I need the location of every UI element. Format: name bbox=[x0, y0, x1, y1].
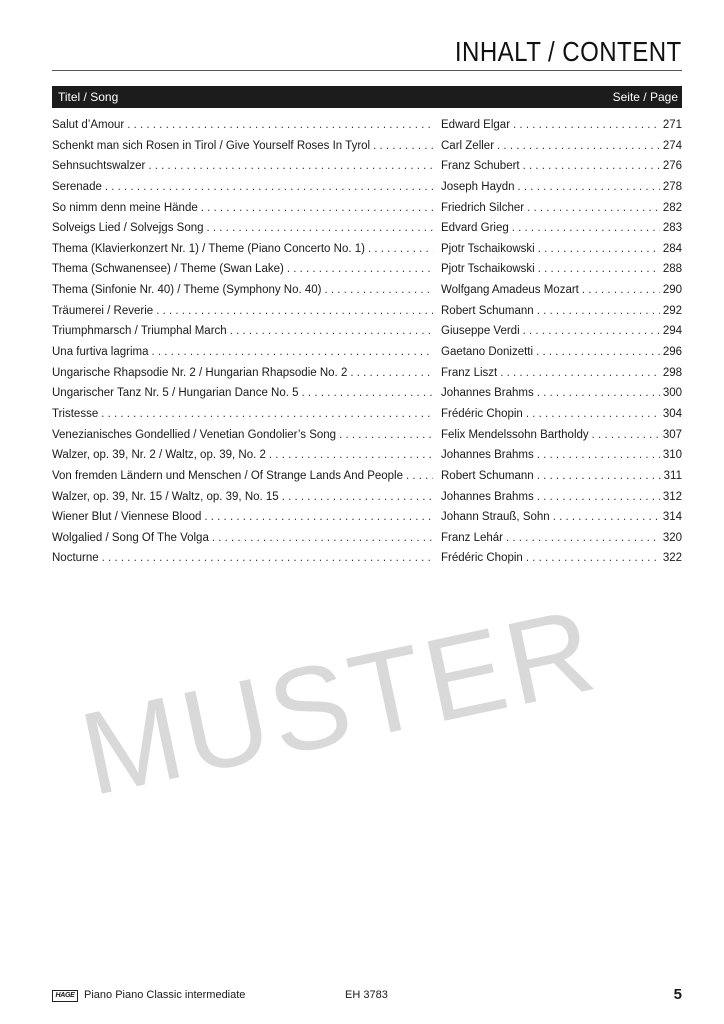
leader-dots bbox=[537, 487, 660, 508]
page-ref: 300 bbox=[662, 387, 682, 400]
leader-dots bbox=[518, 177, 660, 198]
song-title-cell bbox=[52, 321, 433, 342]
song-title-cell bbox=[52, 528, 433, 549]
song-title-cell bbox=[52, 301, 433, 322]
composer-name: Edward Elgar bbox=[441, 115, 513, 136]
edition-number: EH 3783 bbox=[345, 989, 388, 1001]
song-title-cell bbox=[52, 342, 433, 363]
song-title: Solveigs Lied / Solvejgs Song bbox=[52, 218, 207, 239]
toc-row bbox=[52, 280, 682, 301]
composer-cell bbox=[441, 425, 682, 446]
leader-dots bbox=[212, 528, 433, 549]
composer-name: Frédéric Chopin bbox=[441, 548, 526, 569]
leader-dots bbox=[105, 177, 433, 198]
leader-dots bbox=[527, 198, 660, 219]
composer-name: Giuseppe Verdi bbox=[441, 321, 523, 342]
song-title-cell bbox=[52, 198, 433, 219]
leader-dots bbox=[156, 301, 433, 322]
composer-cell bbox=[441, 280, 682, 301]
song-title-cell bbox=[52, 177, 433, 198]
leader-dots bbox=[538, 259, 660, 280]
page-ref: 282 bbox=[662, 201, 682, 214]
song-title-cell bbox=[52, 548, 433, 569]
leader-dots bbox=[325, 280, 433, 301]
song-title: Venezianisches Gondellied / Venetian Gondolier’s Song bbox=[52, 425, 339, 446]
toc-row bbox=[52, 301, 682, 322]
song-title-cell bbox=[52, 280, 433, 301]
page-number: 5 bbox=[673, 986, 682, 1003]
song-title: Schenkt man sich Rosen in Tirol / Give Yourself Roses In Tyrol bbox=[52, 136, 373, 157]
composer-cell bbox=[441, 548, 682, 569]
song-title-cell bbox=[52, 239, 433, 260]
composer-cell bbox=[441, 177, 682, 198]
song-title: Thema (Schwanensee) / Theme (Swan Lake) bbox=[52, 259, 287, 280]
toc-row bbox=[52, 321, 682, 342]
toc-row bbox=[52, 487, 682, 508]
composer-name: Frédéric Chopin bbox=[441, 404, 526, 425]
song-title: Serenade bbox=[52, 177, 105, 198]
leader-dots bbox=[497, 136, 660, 157]
leader-dots bbox=[339, 425, 433, 446]
leader-dots bbox=[350, 363, 433, 384]
column-header-title: Titel / Song bbox=[58, 90, 119, 104]
leader-dots bbox=[553, 507, 660, 528]
song-title-cell bbox=[52, 466, 433, 487]
leader-dots bbox=[538, 239, 660, 260]
composer-name: Friedrich Silcher bbox=[441, 198, 527, 219]
page-ref: 296 bbox=[662, 346, 682, 359]
toc-row bbox=[52, 218, 682, 239]
composer-cell bbox=[441, 487, 682, 508]
leader-dots bbox=[287, 259, 433, 280]
leader-dots bbox=[592, 425, 660, 446]
toc-row bbox=[52, 445, 682, 466]
toc-row bbox=[52, 466, 682, 487]
leader-dots bbox=[582, 280, 660, 301]
page-title: INHALT / CONTENT bbox=[455, 36, 682, 67]
song-title-cell bbox=[52, 383, 433, 404]
song-title-cell bbox=[52, 445, 433, 466]
toc-row bbox=[52, 239, 682, 260]
publisher-logo: HAGE bbox=[52, 990, 78, 1002]
composer-name: Pjotr Tschaikowski bbox=[441, 239, 538, 260]
composer-cell bbox=[441, 342, 682, 363]
song-title-cell bbox=[52, 487, 433, 508]
leader-dots bbox=[406, 466, 433, 487]
page-ref: 304 bbox=[662, 407, 682, 420]
composer-name: Franz Lehár bbox=[441, 528, 506, 549]
page-ref: 310 bbox=[662, 449, 682, 462]
leader-dots bbox=[513, 115, 660, 136]
composer-name: Johann Strauß, Sohn bbox=[441, 507, 553, 528]
composer-cell bbox=[441, 466, 682, 487]
leader-dots bbox=[101, 404, 433, 425]
composer-cell bbox=[441, 445, 682, 466]
leader-dots bbox=[512, 218, 660, 239]
page-ref: 298 bbox=[662, 366, 682, 379]
song-title: Tristesse bbox=[52, 404, 101, 425]
composer-cell bbox=[441, 301, 682, 322]
page-ref: 278 bbox=[662, 180, 682, 193]
column-header-page: Seite / Page bbox=[612, 90, 678, 104]
song-title-cell bbox=[52, 156, 433, 177]
composer-cell bbox=[441, 239, 682, 260]
composer-cell bbox=[441, 404, 682, 425]
page-ref: 307 bbox=[662, 428, 682, 441]
page-ref: 284 bbox=[662, 242, 682, 255]
composer-cell bbox=[441, 259, 682, 280]
composer-cell bbox=[441, 218, 682, 239]
leader-dots bbox=[536, 342, 660, 363]
toc-row bbox=[52, 198, 682, 219]
toc-row bbox=[52, 425, 682, 446]
song-title: Nocturne bbox=[52, 548, 102, 569]
composer-cell bbox=[441, 507, 682, 528]
leader-dots bbox=[500, 363, 660, 384]
composer-cell bbox=[441, 198, 682, 219]
leader-dots bbox=[201, 198, 433, 219]
leader-dots bbox=[230, 321, 433, 342]
page-ref: 283 bbox=[662, 222, 682, 235]
leader-dots bbox=[526, 548, 660, 569]
song-title: Salut d’Amour bbox=[52, 115, 127, 136]
song-title-cell bbox=[52, 136, 433, 157]
page-ref: 290 bbox=[662, 284, 682, 297]
composer-cell bbox=[441, 383, 682, 404]
watermark: MUSTER bbox=[70, 583, 609, 822]
leader-dots bbox=[523, 156, 660, 177]
toc-row bbox=[52, 342, 682, 363]
song-title-cell bbox=[52, 218, 433, 239]
toc-row bbox=[52, 115, 682, 136]
composer-cell bbox=[441, 136, 682, 157]
page-ref: 314 bbox=[662, 511, 682, 524]
toc-row bbox=[52, 383, 682, 404]
toc-row bbox=[52, 363, 682, 384]
page-ref: 312 bbox=[662, 490, 682, 503]
leader-dots bbox=[537, 301, 660, 322]
leader-dots bbox=[207, 218, 433, 239]
composer-cell bbox=[441, 528, 682, 549]
composer-name: Gaetano Donizetti bbox=[441, 342, 536, 363]
toc-row bbox=[52, 404, 682, 425]
leader-dots bbox=[269, 445, 433, 466]
leader-dots bbox=[526, 404, 660, 425]
leader-dots bbox=[102, 548, 433, 569]
page-ref: 292 bbox=[662, 304, 682, 317]
composer-name: Edvard Grieg bbox=[441, 218, 512, 239]
composer-name: Wolfgang Amadeus Mozart bbox=[441, 280, 582, 301]
composer-name: Robert Schumann bbox=[441, 301, 537, 322]
song-title: Walzer, op. 39, Nr. 15 / Waltz, op. 39, No. 15 bbox=[52, 487, 282, 508]
contents-list bbox=[52, 115, 682, 569]
leader-dots bbox=[127, 115, 433, 136]
song-title: Triumphmarsch / Triumphal March bbox=[52, 321, 230, 342]
leader-dots bbox=[368, 239, 433, 260]
song-title: So nimm denn meine Hände bbox=[52, 198, 201, 219]
toc-row bbox=[52, 177, 682, 198]
composer-cell bbox=[441, 115, 682, 136]
toc-row bbox=[52, 548, 682, 569]
song-title: Thema (Sinfonie Nr. 40) / Theme (Symphony No. 40) bbox=[52, 280, 325, 301]
composer-name: Johannes Brahms bbox=[441, 487, 537, 508]
song-title-cell bbox=[52, 259, 433, 280]
composer-cell bbox=[441, 156, 682, 177]
song-title: Thema (Klavierkonzert Nr. 1) / Theme (Piano Concerto No. 1) bbox=[52, 239, 368, 260]
page-ref: 288 bbox=[662, 263, 682, 276]
composer-name: Felix Mendelssohn Bartholdy bbox=[441, 425, 592, 446]
page-ref: 311 bbox=[663, 469, 682, 482]
composer-name: Franz Liszt bbox=[441, 363, 500, 384]
leader-dots bbox=[204, 507, 433, 528]
series-title: Piano Piano Classic intermediate bbox=[84, 989, 246, 1001]
page-ref: 322 bbox=[662, 552, 682, 565]
song-title-cell bbox=[52, 507, 433, 528]
leader-dots bbox=[148, 156, 433, 177]
page-ref: 274 bbox=[662, 139, 682, 152]
song-title: Una furtiva lagrima bbox=[52, 342, 152, 363]
song-title-cell bbox=[52, 115, 433, 136]
song-title-cell bbox=[52, 404, 433, 425]
composer-name: Joseph Haydn bbox=[441, 177, 518, 198]
composer-cell bbox=[441, 363, 682, 384]
table-header bbox=[52, 86, 682, 108]
composer-name: Johannes Brahms bbox=[441, 445, 537, 466]
song-title: Wiener Blut / Viennese Blood bbox=[52, 507, 204, 528]
composer-name: Carl Zeller bbox=[441, 136, 497, 157]
leader-dots bbox=[282, 487, 433, 508]
toc-row bbox=[52, 528, 682, 549]
leader-dots bbox=[152, 342, 433, 363]
toc-row bbox=[52, 507, 682, 528]
toc-row bbox=[52, 259, 682, 280]
toc-row bbox=[52, 156, 682, 177]
leader-dots bbox=[506, 528, 660, 549]
song-title: Ungarische Rhapsodie Nr. 2 / Hungarian Rhapsodie No. 2 bbox=[52, 363, 350, 384]
leader-dots bbox=[373, 136, 433, 157]
leader-dots bbox=[302, 383, 433, 404]
song-title: Träumerei / Reverie bbox=[52, 301, 156, 322]
composer-name: Johannes Brahms bbox=[441, 383, 537, 404]
song-title-cell bbox=[52, 425, 433, 446]
leader-dots bbox=[537, 383, 660, 404]
composer-name: Pjotr Tschaikowski bbox=[441, 259, 538, 280]
page-ref: 276 bbox=[662, 160, 682, 173]
song-title: Von fremden Ländern und Menschen / Of Strange Lands And People bbox=[52, 466, 406, 487]
title-rule bbox=[52, 70, 682, 71]
composer-name: Robert Schumann bbox=[441, 466, 537, 487]
composer-name: Franz Schubert bbox=[441, 156, 523, 177]
leader-dots bbox=[523, 321, 660, 342]
leader-dots bbox=[537, 466, 661, 487]
page-ref: 271 bbox=[662, 119, 682, 131]
song-title: Ungarischer Tanz Nr. 5 / Hungarian Dance No. 5 bbox=[52, 383, 302, 404]
song-title: Wolgalied / Song Of The Volga bbox=[52, 528, 212, 549]
toc-row bbox=[52, 136, 682, 157]
footer bbox=[52, 988, 682, 1006]
leader-dots bbox=[537, 445, 660, 466]
composer-cell bbox=[441, 321, 682, 342]
page-ref: 294 bbox=[662, 325, 682, 338]
song-title-cell bbox=[52, 363, 433, 384]
song-title: Sehnsuchtswalzer bbox=[52, 156, 148, 177]
song-title: Walzer, op. 39, Nr. 2 / Waltz, op. 39, No. 2 bbox=[52, 445, 269, 466]
page-ref: 320 bbox=[662, 531, 682, 544]
